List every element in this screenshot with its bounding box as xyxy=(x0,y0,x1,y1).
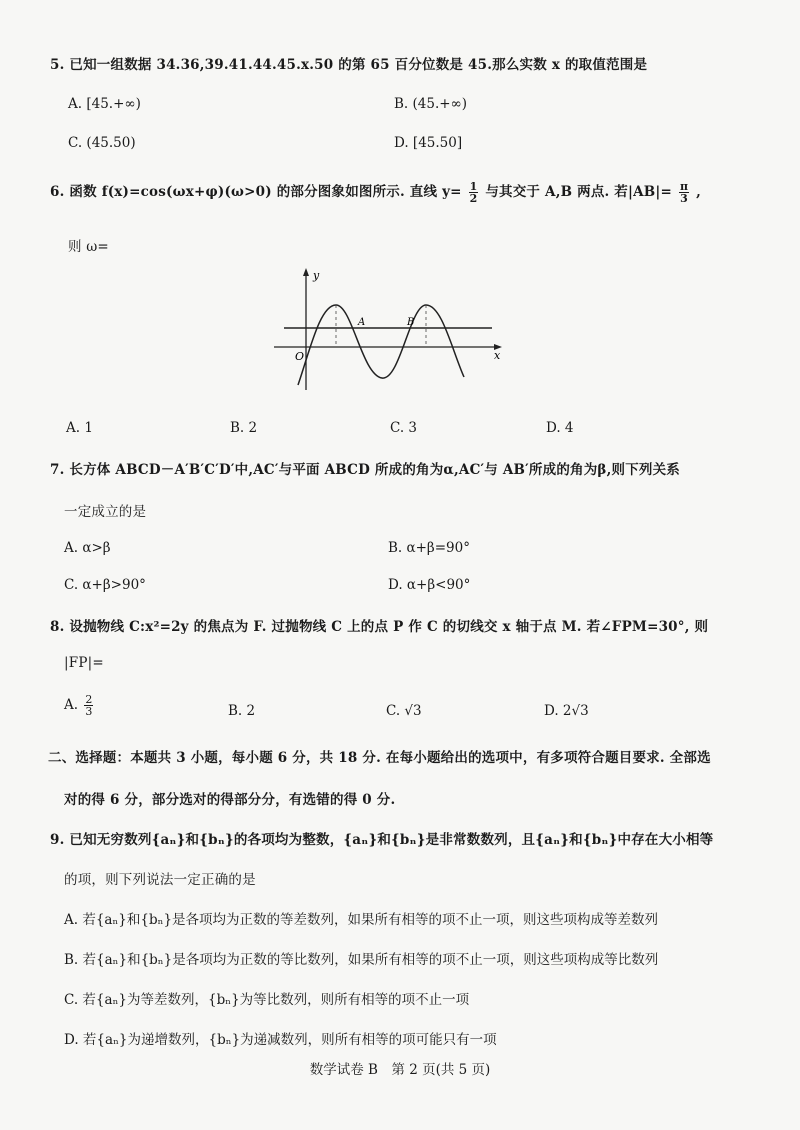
q6-option-a: A. 1 xyxy=(66,420,93,436)
q7-stem: 7. 长方体 ABCD－A′B′C′D′中,AC′与平面 ABCD 所成的角为α,AC′与 AB′所成的角为β,则下列关系 xyxy=(50,462,680,478)
q6-stem-pre: 6. 函数 f(x)=cos(ωx+φ)(ω>0) 的部分图象如图所示. 直线 y= xyxy=(50,184,462,200)
q6-stem-end: , xyxy=(696,184,702,200)
q8-option-b: B. 2 xyxy=(228,703,256,719)
q5-option-c: C. (45.50) xyxy=(68,135,136,151)
q5-stem: 5. 已知一组数据 34.36,39.41.44.45.x.50 的第 65 百分位数是 45.那么实数 x 的取值范围是 xyxy=(50,57,648,73)
q6-frac1-num: 1 xyxy=(469,180,478,193)
q9-stem-2: 的项，则下列说法一定正确的是 xyxy=(64,872,256,888)
q6-frac2-num: π xyxy=(679,180,689,193)
q8-option-a xyxy=(64,694,95,717)
q8-option-c: C. √3 xyxy=(386,703,422,719)
page-footer: 数学试卷 B 第 2 页(共 5 页) xyxy=(309,1062,491,1078)
q6-cosine-graph xyxy=(270,265,510,395)
q6-frac1-den: 2 xyxy=(469,192,478,205)
q9-option-c: C. 若{aₙ}为等差数列，{bₙ}为等比数列，则所有相等的项不止一项 xyxy=(64,992,470,1008)
graph-y-arrow xyxy=(303,268,309,276)
q6-option-c: C. 3 xyxy=(390,420,418,436)
q7-option-c: C. α+β>90° xyxy=(64,577,146,593)
q9-stem: 9. 已知无穷数列{aₙ}和{bₙ}的各项均为整数，{aₙ}和{bₙ}是非常数数列，且{aₙ}和{bₙ}中存在大小相等 xyxy=(50,832,714,848)
q5-option-b: B. (45.+∞) xyxy=(394,96,468,112)
section2-header-line2: 对的得 6 分，部分选对的得部分分，有选错的得 0 分. xyxy=(64,792,396,808)
graph-label-origin: O xyxy=(295,350,305,363)
section2-header-line1: 二、选择题：本题共 3 小题，每小题 6 分，共 18 分. 在每小题给出的选项中，有多项符合题目要求. 全部选 xyxy=(48,750,711,766)
q6-stem-2: 则 ω= xyxy=(68,239,109,255)
q6-fraction-half xyxy=(469,181,479,204)
q8-stem: 8. 设抛物线 C:x²=2y 的焦点为 F. 过抛物线 C 上的点 P 作 C 的切线交 x 轴于点 M. 若∠FPM=30°, 则 xyxy=(50,619,709,635)
q6-stem xyxy=(50,180,701,204)
q5-option-d: D. [45.50] xyxy=(394,135,463,151)
graph-label-y: y xyxy=(313,269,320,282)
q7-option-a: A. α>β xyxy=(64,540,111,556)
graph-label-x: x xyxy=(494,349,501,362)
q8-a-den: 3 xyxy=(85,705,93,718)
q6-stem-mid: 与其交于 A,B 两点. 若|AB|= xyxy=(485,184,673,200)
q6-option-d: D. 4 xyxy=(546,420,574,436)
graph-label-b: B xyxy=(407,317,415,328)
q9-option-d: D. 若{aₙ}为递增数列，{bₙ}为递减数列，则所有相等的项可能只有一项 xyxy=(64,1032,497,1048)
q7-option-b: B. α+β=90° xyxy=(388,540,470,556)
q8-stem-2: |FP|= xyxy=(64,655,104,671)
q7-option-d: D. α+β<90° xyxy=(388,577,471,593)
q6-frac2-den: 3 xyxy=(680,192,688,205)
q9-option-a: A. 若{aₙ}和{bₙ}是各项均为正数的等差数列，如果所有相等的项不止一项，则这些项构成等差数列 xyxy=(64,912,659,928)
q7-stem-2: 一定成立的是 xyxy=(64,504,147,520)
q8-option-a-prefix: A. xyxy=(64,697,79,713)
q6-fraction-pi-third xyxy=(679,181,689,204)
q6-option-b: B. 2 xyxy=(230,420,258,436)
q8-a-num: 2 xyxy=(85,693,93,706)
q8-option-a-fraction xyxy=(84,694,93,717)
q9-option-b: B. 若{aₙ}和{bₙ}是各项均为正数的等比数列，如果所有相等的项不止一项，则这些项构成等比数列 xyxy=(64,952,659,968)
graph-cos-curve xyxy=(298,305,464,385)
q8-option-d: D. 2√3 xyxy=(544,703,589,719)
graph-label-a: A xyxy=(358,317,366,328)
q5-option-a: A. [45.+∞) xyxy=(68,96,141,112)
